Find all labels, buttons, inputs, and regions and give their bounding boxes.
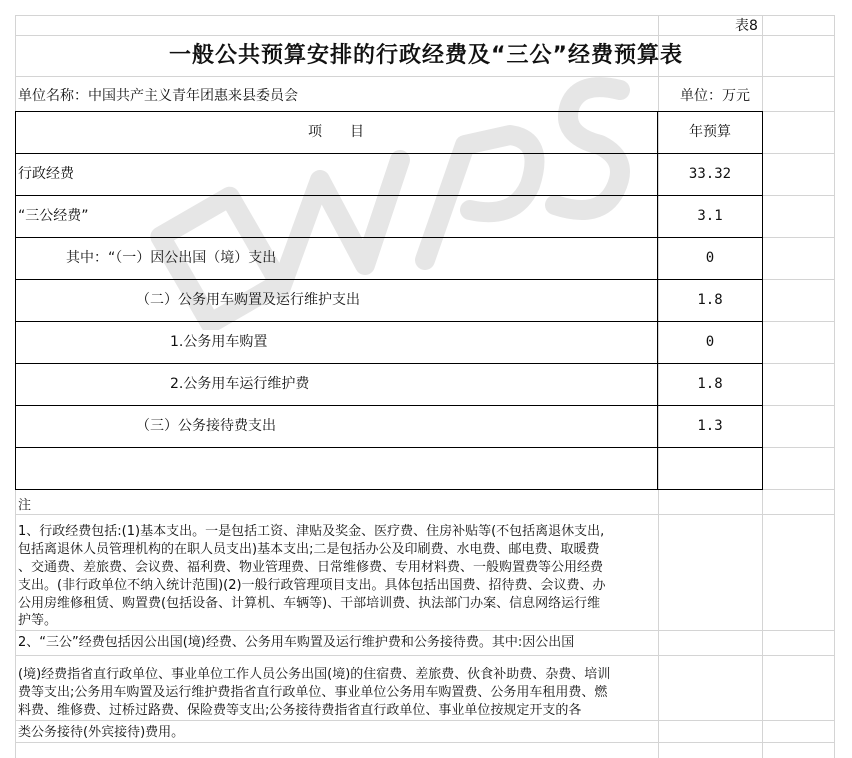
note-line: 、交通费、差旅费、会议费、福利费、物业管理费、日常维修费、专用材料费、一般购置费等公用经费 <box>18 560 604 575</box>
grid-line <box>15 15 835 16</box>
grid-line <box>762 237 835 238</box>
grid-line <box>762 447 835 448</box>
grid-line <box>15 720 835 721</box>
row-value: 33.32 <box>688 166 732 182</box>
table-border <box>15 237 763 238</box>
note-line: 支出。(非行政单位不纳入统计范围)(2)一般行政管理项目支出。具体包括出国费、招待费、会议费、办 <box>18 578 606 593</box>
grid-line <box>762 195 835 196</box>
notes-heading: 注 <box>18 498 32 513</box>
note-line: 包括离退休人员管理机构的在职人员支出)基本支出;二是包括办公及印刷费、水电费、邮电费、取暖费 <box>18 542 600 557</box>
row-label: （三）公务接待费支出 <box>136 418 276 434</box>
grid-line <box>15 514 835 515</box>
table-border <box>762 111 763 490</box>
row-value: 3.1 <box>697 208 723 224</box>
row-value: 1.8 <box>697 292 723 308</box>
grid-line <box>762 153 835 154</box>
grid-line <box>762 279 835 280</box>
grid-line <box>15 742 835 743</box>
table-border <box>15 405 763 406</box>
table-border <box>15 363 763 364</box>
table-border <box>15 321 763 322</box>
page-title: 一般公共预算安排的行政经费及“三公”经费预算表 <box>169 43 683 68</box>
row-label: （二）公务用车购置及运行维护支出 <box>136 292 360 308</box>
grid-line <box>15 655 835 656</box>
header-budget: 年预算 <box>689 124 731 140</box>
grid-line <box>762 405 835 406</box>
grid-line <box>762 363 835 364</box>
table-border <box>15 195 763 196</box>
table-border <box>15 111 16 490</box>
row-value: 1.8 <box>697 376 723 392</box>
table-border <box>15 489 763 490</box>
note-line: 公用房维修租赁、购置费(包括设备、计算机、车辆等)、干部培训费、执法部门办案、信息网络运行维 <box>18 596 601 611</box>
unit-name: 单位名称：中国共产主义青年团惠来县委员会 <box>18 88 298 104</box>
table-border <box>15 111 763 112</box>
row-value: 0 <box>705 334 715 350</box>
note-line: 1、行政经费包括:(1)基本支出。一是包括工资、津贴及奖金、医疗费、住房补贴等(不包括离退休支出, <box>18 524 605 539</box>
table-border <box>15 153 763 154</box>
note-line: 类公务接待(外宾接待)费用。 <box>18 725 185 740</box>
grid-line <box>15 35 835 36</box>
row-value: 0 <box>705 250 715 266</box>
table-border <box>15 279 763 280</box>
row-label: 1.公务用车购置 <box>170 334 268 350</box>
row-label: 2.公务用车运行维护费 <box>170 376 310 392</box>
grid-line <box>834 15 835 758</box>
row-label: “三公经费” <box>18 208 89 224</box>
note-line: 2、“三公”经费包括因公出国(境)经费、公务用车购置及运行维护费和公务接待费。其中:因公出国 <box>18 635 575 650</box>
unit-label: 单位：万元 <box>680 88 750 104</box>
grid-line <box>15 630 835 631</box>
row-value: 1.3 <box>697 418 723 434</box>
table-border <box>15 447 763 448</box>
note-line: 费等支出;公务用车购置及运行维护费指省直行政单位、事业单位公务用车购置费、公务用车租用费、燃 <box>18 685 608 700</box>
row-label: 行政经费 <box>18 166 74 182</box>
note-line: 料费、维修费、过桥过路费、保险费等支出;公务接待费指省直行政单位、事业单位按规定开支的各 <box>18 703 582 718</box>
sheet-label: 表8 <box>735 18 758 34</box>
header-item: 项 目 <box>308 124 364 140</box>
note-line: (境)经费指省直行政单位、事业单位工作人员公务出国(境)的住宿费、差旅费、伙食补助费、杂费、培训 <box>18 667 611 682</box>
grid-line <box>762 321 835 322</box>
grid-line <box>762 111 835 112</box>
note-line: 护等。 <box>18 613 58 628</box>
row-label: 其中：“（一）因公出国（境）支出 <box>66 250 277 266</box>
